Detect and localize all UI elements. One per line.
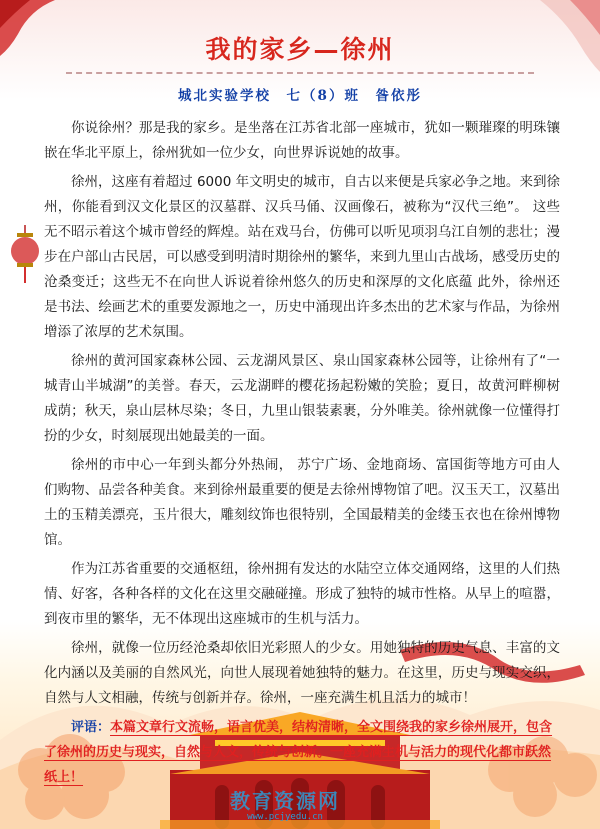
- page-title: 我的家乡—徐州: [205, 35, 395, 64]
- essay-paragraph: 徐州，就像一位历经沧桑却依旧光彩照人的少女。用她独特的历史气息、丰富的文化内涵以及美丽的自然风光，向世人展现着她独特的魅力。在这里，历史与现实交织，自然与人文相融，传统与创新并存。徐州，一座充满生机且活力的城市！: [44, 640, 560, 706]
- lantern-icon: [8, 225, 42, 285]
- essay-paragraph: 徐州的市中心一年到头都分外热闹， 苏宁广场、金地商场、富国街等地方可由人们购物、品尝各种美食。来到徐州最重要的便是去徐州博物馆了吧。汉玉天工，汉墓出土的玉精美漂亮，玉片很大，雕刻纹饰也很特别，全国最精美的金缕玉衣也在徐州博物馆。: [44, 457, 560, 548]
- author-line: 城北实验学校 七（8）班 昝依彤: [178, 88, 422, 104]
- comment-text: 本篇文章行文流畅，语言优美，结构清晰，全文围绕我的家乡徐州展开，包含了徐州的历史与现实，自然与人文，传统与创新。一座充满生机与活力的现代化都市跃然纸上！: [44, 720, 553, 785]
- watermark-url: www.pcjyedu.cn: [247, 812, 323, 822]
- essay-paragraph: 你说徐州？那是我的家乡。是坐落在江苏省北部一座城市，犹如一颗璀璨的明珠镶嵌在华北平原上，徐州犹如一位少女，向世界诉说她的故事。: [44, 120, 560, 161]
- watermark-title: 教育资源网: [230, 789, 340, 813]
- essay-paragraph: 作为江苏省重要的交通枢纽，徐州拥有发达的水陆空立体交通网络，这里的人们热情、好客，各种各样的文化在这里交融碰撞。形成了独特的城市性格。从早上的喧嚣，到夜市里的繁华，无不体现出这座城市的生机与活力。: [44, 561, 560, 627]
- essay-body: [44, 116, 560, 790]
- comment-label: 评语：: [71, 720, 111, 735]
- essay-paragraph: 徐州，这座有着超过 6000 年文明史的城市，自古以来便是兵家必争之地。来到徐州，你能看到汉文化景区的汉墓群、汉兵马俑、汉画像石，被称为“汉代三绝”。 这些无不昭示着这个城市曾经的辉煌。站在戏马台，仿佛可以听见项羽乌江自刎的悲壮；漫步在户部山古民居，可以感受到明清时期徐州的繁华，来到九里山古战场，感受历史的沧桑变迁；这些无不在向世人诉说着徐州悠久的历史和深厚的文化底蕴 此外，徐州还是书法、绘画艺术的重要发源地之一，历史中涌现出许多杰出的艺术家与作品，为徐州增添了浓厚的艺术氛围。: [44, 174, 560, 340]
- essay-paragraph: 徐州的黄河国家森林公园、云龙湖风景区、泉山国家森林公园等，让徐州有了“一城青山半城湖”的美誉。春天，云龙湖畔的樱花扬起粉嫩的笑脸；夏日，故黄河畔柳树成荫；秋天，泉山层林尽染；冬日，九里山银装素裹，分外唯美。徐州就像一位懂得打扮的少女，时刻展现出她最美的一面。: [44, 353, 560, 444]
- site-watermark: [215, 790, 355, 824]
- title-divider: [66, 72, 534, 74]
- teacher-comment: [44, 715, 560, 790]
